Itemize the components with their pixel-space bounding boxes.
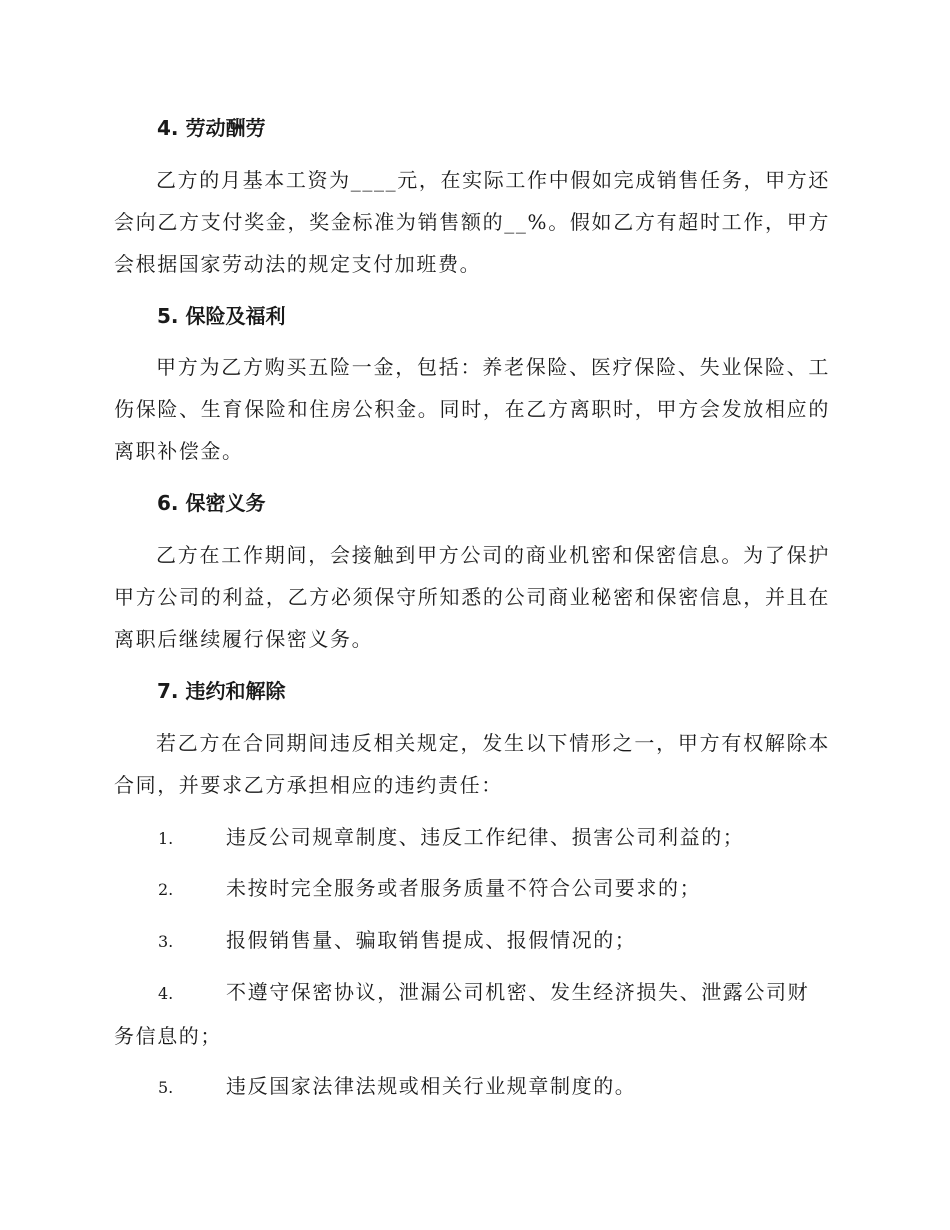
section-heading-7: 7. 违约和解除 xyxy=(157,679,286,703)
list-item xyxy=(114,919,830,963)
list-item-text: 违反国家法律法规或相关行业规章制度的。 xyxy=(226,1074,637,1098)
list-item xyxy=(114,867,830,911)
list-item xyxy=(114,1065,830,1109)
list-item-number: 5. xyxy=(158,1078,174,1097)
list-item-number: 3. xyxy=(158,932,174,951)
list-item-text: 报假销售量、骗取销售提成、报假情况的； xyxy=(226,928,637,952)
list-item xyxy=(114,971,830,1057)
section-heading-6: 6. 保密义务 xyxy=(157,491,266,515)
list-item-number: 2. xyxy=(158,880,174,899)
list-item-text: 未按时完全服务或者服务质量不符合公司要求的； xyxy=(226,876,702,900)
list-item-text: 不遵守保密协议，泄漏公司机密、发生经济损失、泄露公司财务信息的； xyxy=(114,980,810,1048)
list-item-text: 违反公司规章制度、违反工作纪律、损害公司利益的； xyxy=(226,825,745,849)
section-4-paragraph: 乙方的月基本工资为____元，在实际工作中假如完成销售任务，甲方还会向乙方支付奖金，奖金标准为销售额的__%。假如乙方有超时工作，甲方会根据国家劳动法的规定支付加班费。 xyxy=(114,168,830,276)
list-item xyxy=(114,816,830,860)
list-item-number: 1. xyxy=(158,829,174,848)
section-6-paragraph: 乙方在工作期间，会接触到甲方公司的商业机密和保密信息。为了保护甲方公司的利益，乙方必须保守所知悉的公司商业秘密和保密信息，并且在离职后继续履行保密义务。 xyxy=(114,543,830,651)
section-heading-5: 5. 保险及福利 xyxy=(157,304,286,328)
section-7-paragraph: 若乙方在合同期间违反相关规定，发生以下情形之一，甲方有权解除本合同，并要求乙方承担相应的违约责任： xyxy=(114,731,830,797)
list-item-number: 4. xyxy=(158,984,174,1003)
section-5-paragraph: 甲方为乙方购买五险一金，包括：养老保险、医疗保险、失业保险、工伤保险、生育保险和住房公积金。同时，在乙方离职时，甲方会发放相应的离职补偿金。 xyxy=(114,355,830,463)
section-heading-4: 4. 劳动酬劳 xyxy=(157,116,266,140)
